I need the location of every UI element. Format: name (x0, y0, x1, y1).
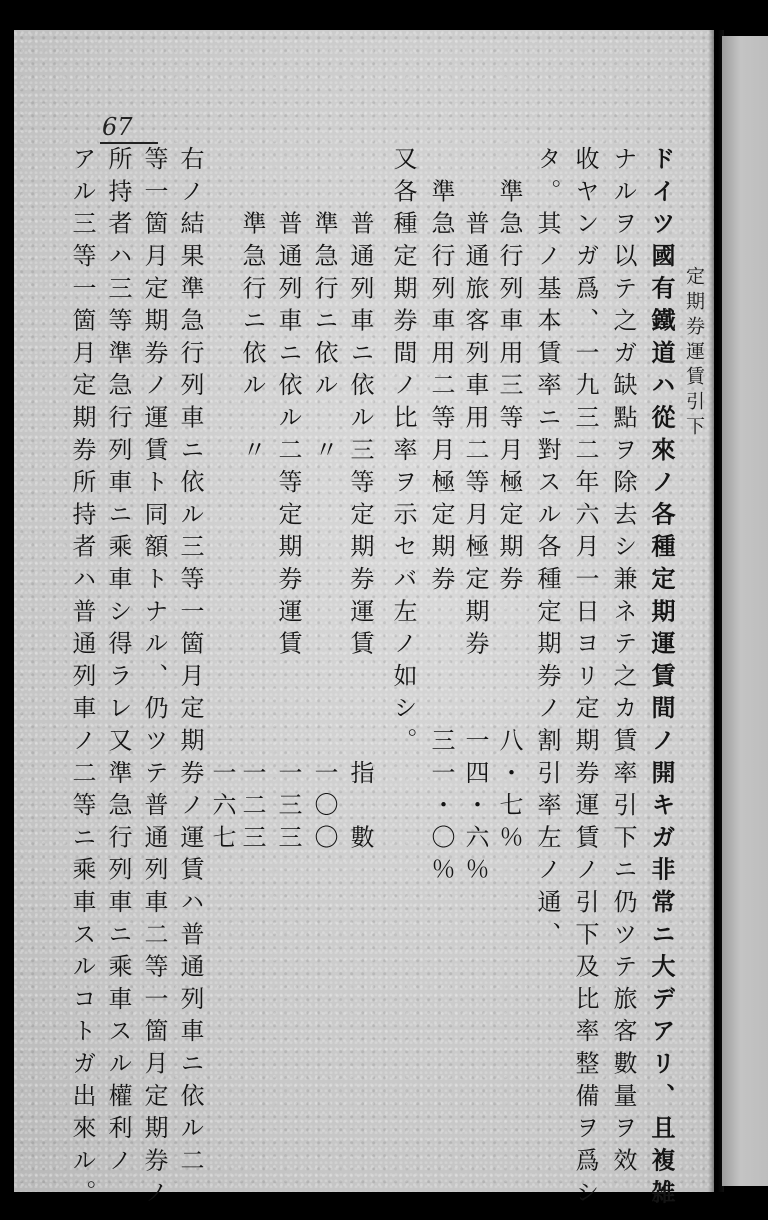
adjacent-page-edge (722, 36, 768, 1186)
text-column: 所持者ハ三等準急行列車ニ乘車シ得ラレ又準急行列車ニ乘車スル權利ノ (104, 146, 132, 1180)
text-column: 右ノ結果準急行列車ニ依ル三等一箇月定期券ノ運賃ハ普通列車ニ依ル二 (176, 146, 204, 1180)
text-column: アル三等一箇月定期券所持者ハ普通列車ノ二等ニ乘車スルコトガ出來ル。 (68, 146, 96, 1212)
text-column: 又各種定期券間ノ比率ヲ示セバ左ノ如シ。 (389, 146, 417, 760)
running-head: 定期券運賃引下 (683, 266, 705, 441)
text-column: 等一箇月定期券ノ運賃ト同額トナル、仍ツテ普通列車二等一箇月定期券ノ (140, 146, 168, 1212)
text-column: タ。其ノ基本賃率ニ對スル各種定期券ノ割引率左ノ通、 (533, 146, 561, 954)
text-column: ドイツ國有鐵道ハ從來ノ各種定期運賃間ノ開キガ非常ニ大デアリ、且複雑 (647, 146, 676, 1212)
text-column: 準急行列車用三等月極定期券 八・七％ (495, 146, 523, 857)
table-row: 普通列車ニ依ル三等定期券運賃 指 數 (346, 146, 374, 857)
page-number: 67 (100, 112, 158, 144)
table-row: 準急行ニ依ル 〃 一二三 (238, 146, 266, 857)
table-row: 一六七 (208, 146, 236, 857)
text-column: ナルヲ以テ之ガ缺點ヲ除去シ兼ネテ之カ賃率引下ニ仍ツテ旅客數量ヲ效 (609, 146, 637, 1180)
text-column: 普通旅客列車用二等月極定期券 一四・六％ (461, 146, 489, 889)
table-row: 普通列車ニ依ル二等定期券運賃 一三三 (274, 146, 302, 857)
text-column: 準急行列車用二等月極定期券 三一・〇％ (427, 146, 455, 889)
text-column: 收ヤンガ爲、一九三二年六月一日ヨリ定期券運賃ノ引下及比率整備ヲ爲シ (571, 146, 599, 1212)
table-row: 準急行ニ依ル 〃 一〇〇 (310, 146, 338, 857)
